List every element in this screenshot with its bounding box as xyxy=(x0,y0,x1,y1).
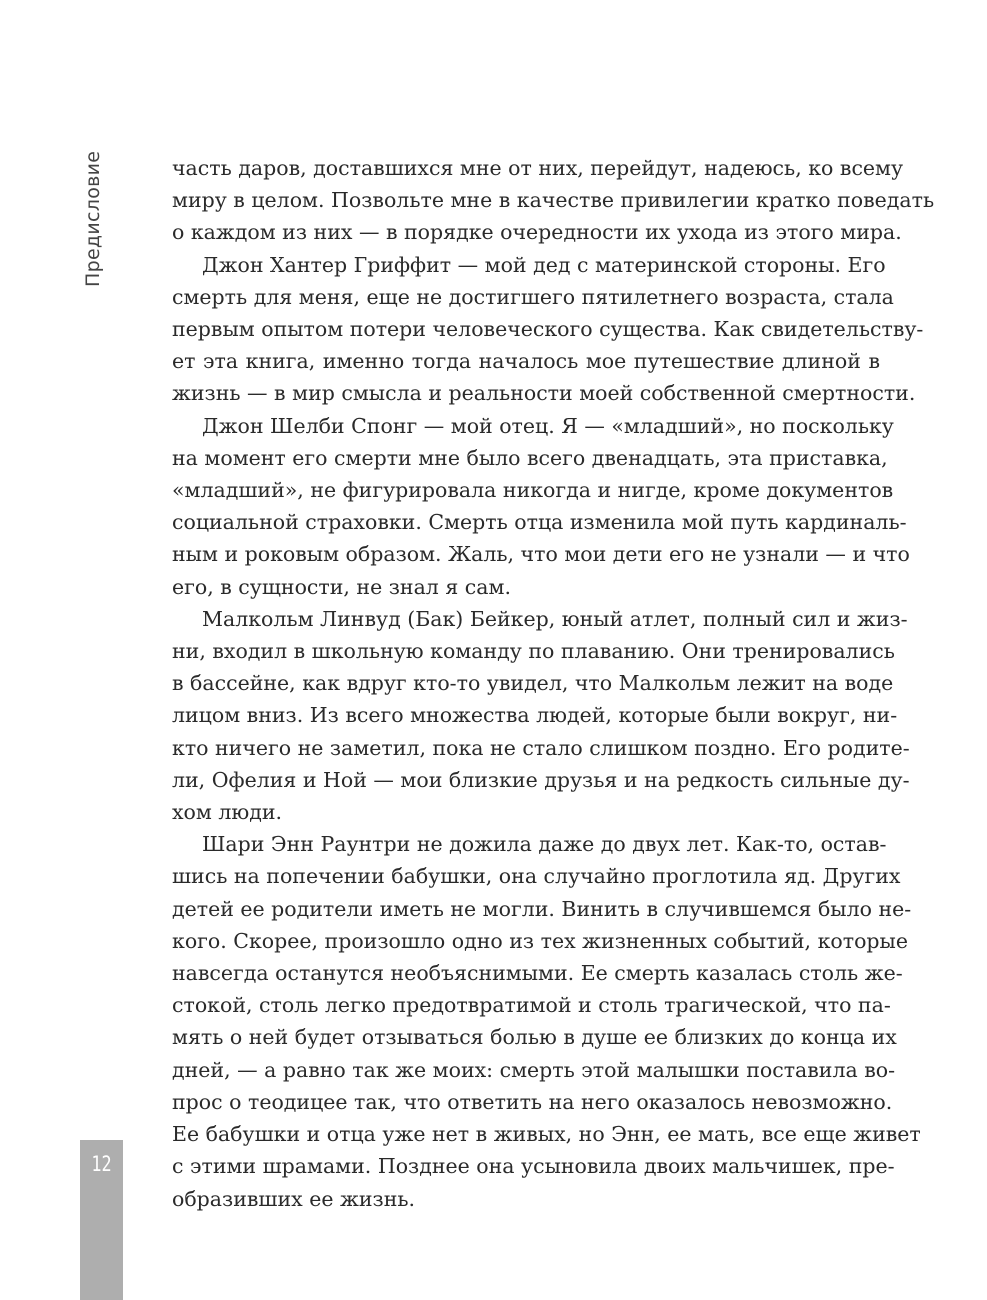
text-line: ет эта книга, именно тогда началось мое путешествие длиной в xyxy=(172,349,880,374)
paragraph xyxy=(172,410,910,603)
text-line: стокой, столь легко предотвратимой и столь трагической, что па- xyxy=(172,993,891,1018)
text-line: детей ее родители иметь не могли. Винить в случившемся было не- xyxy=(172,896,912,921)
text-line: о каждом из них — в порядке очередности их ухода из этого мира. xyxy=(172,220,902,245)
paragraph xyxy=(172,152,935,249)
body-text xyxy=(172,152,935,1215)
text-line: Шари Энн Раунтри не дожила даже до двух лет. Как-то, остав- xyxy=(202,832,887,857)
text-line: миру в целом. Позвольте мне в качестве привилегии кратко поведать xyxy=(172,188,935,213)
text-line: ли, Офелия и Ной — мои близкие друзья и на редкость сильные ду- xyxy=(172,767,910,792)
text-line: кто ничего не заметил, пока не стало слишком поздно. Его родите- xyxy=(172,735,910,760)
text-line: лицом вниз. Из всего множества людей, которые были вокруг, ни- xyxy=(172,703,898,728)
text-line: прос о теодицее так, что ответить на него оказалось невозможно. xyxy=(172,1089,893,1114)
text-line: навсегда останутся необъяснимыми. Ее смерть казалась столь же- xyxy=(172,961,903,986)
text-line: ни, входил в школьную команду по плаванию. Они тренировались xyxy=(172,639,895,664)
page-number: 12 xyxy=(91,1152,112,1176)
text-line: смерть для меня, еще не достигшего пятилетнего возраста, стала xyxy=(172,284,894,309)
text-line: его, в сущности, не знал я сам. xyxy=(172,574,511,599)
text-line: на момент его смерти мне было всего двенадцать, эта приставка, xyxy=(172,445,888,470)
paragraph xyxy=(172,249,924,410)
paragraph xyxy=(172,828,921,1214)
text-line: образивших ее жизнь. xyxy=(172,1186,416,1211)
text-line: Ее бабушки и отца уже нет в живых, но Энн, ее мать, все еще живет xyxy=(172,1122,921,1147)
text-line: в бассейне, как вдруг кто-то увидел, что Малкольм лежит на воде xyxy=(172,671,894,696)
text-line: с этими шрамами. Позднее она усыновила двоих мальчишек, пре- xyxy=(172,1154,895,1179)
text-line: часть даров, доставшихся мне от них, перейдут, надеюсь, ко всему xyxy=(172,156,904,180)
text-line: «младший», не фигурировала никогда и нигде, кроме документов xyxy=(172,478,894,503)
text-line: мять о ней будет отзываться болью в душе ее близких до конца их xyxy=(172,1025,897,1050)
text-line: Джон Хантер Гриффит — мой дед с материнской стороны. Его xyxy=(202,252,886,277)
text-line: хом люди. xyxy=(172,800,283,825)
text-line: дней, — а равно так же моих: смерть этой малышки поставила во- xyxy=(172,1057,896,1082)
text-line: первым опытом потери человеческого существа. Как свидетельству- xyxy=(172,317,924,342)
text-line: жизнь — в мир смысла и реальности моей собственной смертности. xyxy=(172,381,916,406)
text-line: шись на попечении бабушки, она случайно проглотила яд. Других xyxy=(172,864,901,889)
text-line: Малкольм Линвуд (Бак) Бейкер, юный атлет, полный сил и жиз- xyxy=(202,606,908,631)
text-line: Джон Шелби Спонг — мой отец. Я — «младший», но поскольку xyxy=(202,413,894,438)
page-number-tab xyxy=(80,1140,123,1300)
text-line: кого. Скорее, произошло одно из тех жизненных событий, которые xyxy=(172,928,908,953)
paragraph xyxy=(172,603,910,828)
running-head: Предисловие xyxy=(82,150,104,287)
text-line: ным и роковым образом. Жаль, что мои дети его не узнали — и что xyxy=(172,542,910,567)
text-line: социальной страховки. Смерть отца изменила мой путь кардиналь- xyxy=(172,510,907,535)
